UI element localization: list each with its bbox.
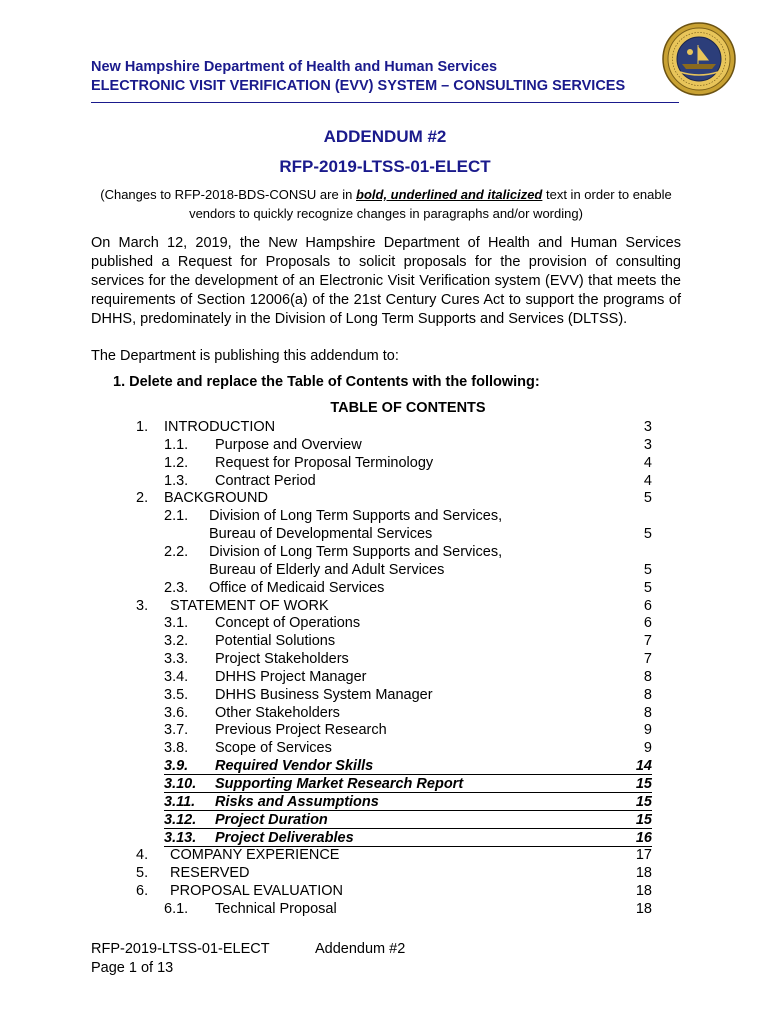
toc-page-number: 15 — [635, 811, 652, 828]
toc-number: 3.4. — [164, 668, 189, 685]
toc-page-number: 6 — [643, 597, 652, 614]
toc-page-number: 17 — [635, 847, 652, 864]
toc-label: INTRODUCTION — [164, 419, 276, 435]
changes-note-before: (Changes to RFP-2018-BDS-CONSU are in — [100, 187, 357, 202]
toc-label: Bureau of Elderly and Adult Services — [209, 561, 445, 578]
toc-number: 2.3. — [164, 579, 189, 596]
toc-page-number: 9 — [643, 740, 652, 757]
toc-label: PROPOSAL EVALUATION — [170, 883, 343, 900]
toc-label: DHHS Project Manager — [215, 668, 367, 685]
toc-label: Division of Long Term Supports and Services, — [209, 508, 503, 525]
toc-page-number: 9 — [643, 722, 652, 739]
intro-paragraph: On March 12, 2019, the New Hampshire Department of Health and Human Services published a Request for Proposals to solicit proposals for the provision of consulting services for the development of an Electronic Visit Verification system (EVV) that meets the requirements of Section 12006(a) of the 21st Century Cures Act to support the programs of DHHS, predominately in the Division of Long Term Supports and Services (DLTSS). — [91, 235, 681, 327]
toc-label: Project Stakeholders — [215, 651, 349, 668]
toc-page-number: 6 — [643, 615, 652, 632]
toc-row — [0, 900, 770, 918]
toc-row — [0, 454, 770, 472]
toc-page-number: 5 — [643, 490, 652, 507]
page-footer — [91, 940, 406, 978]
header-rule — [91, 102, 679, 103]
toc-label: Other Stakeholders — [215, 704, 340, 721]
toc-row — [0, 525, 770, 543]
toc-page-number: 5 — [643, 561, 652, 578]
toc-label: Project Deliverables — [215, 829, 354, 846]
toc-page-number: 8 — [643, 704, 652, 721]
toc-row — [0, 882, 770, 900]
toc-row — [0, 829, 770, 847]
toc-row — [0, 543, 770, 561]
toc-label: Contract Period — [215, 472, 316, 489]
toc-page-number: 3 — [643, 436, 652, 453]
toc-label: Supporting Market Research Report — [215, 776, 464, 792]
toc-number: 3.7. — [164, 722, 189, 739]
toc-row — [0, 632, 770, 650]
toc-row — [0, 597, 770, 615]
toc-number: 1.3. — [164, 472, 189, 489]
toc-page-number: 18 — [635, 865, 652, 882]
changes-note — [91, 185, 681, 223]
header-department: New Hampshire Department of Health and Human Services — [91, 59, 498, 75]
toc-number: 3.10. — [164, 776, 197, 792]
toc-number: 2.2. — [164, 543, 189, 560]
toc-label: STATEMENT OF WORK — [170, 597, 329, 614]
header-project: ELECTRONIC VISIT VERIFICATION (EVV) SYSTEM – CONSULTING SERVICES — [91, 78, 626, 94]
toc-page-number: 7 — [643, 651, 652, 668]
toc-row — [0, 811, 770, 829]
rfp-number-title: RFP-2019-LTSS-01-ELECT — [279, 157, 491, 176]
toc-row — [0, 561, 770, 579]
addendum-title: ADDENDUM #2 — [323, 127, 447, 146]
toc-label: Potential Solutions — [215, 633, 336, 650]
toc-number: 3.5. — [164, 686, 189, 703]
toc-row — [0, 864, 770, 882]
toc-number: 2.1. — [164, 508, 189, 525]
toc-page-number: 14 — [635, 758, 652, 775]
toc-page-number: 7 — [643, 633, 652, 650]
toc-number: 3.2. — [164, 633, 189, 650]
toc-page-number: 15 — [635, 776, 652, 792]
toc-number: 3.12. — [164, 811, 197, 828]
toc-number: 1.2. — [164, 454, 189, 471]
toc-page-number: 5 — [643, 526, 652, 543]
toc-number: 3.6. — [164, 704, 189, 721]
toc-number: 3.13. — [164, 829, 197, 846]
toc-row — [0, 650, 770, 668]
toc-row — [0, 793, 770, 811]
toc-row — [0, 668, 770, 686]
toc-page-number: 8 — [643, 686, 652, 703]
toc-row — [0, 775, 770, 793]
toc-number: 1.1. — [164, 436, 189, 453]
footer-addendum: Addendum #2 — [315, 941, 406, 957]
toc-number: 3.1. — [164, 615, 189, 632]
toc-row — [0, 757, 770, 775]
toc-row — [0, 704, 770, 722]
toc-label: Scope of Services — [215, 740, 332, 757]
toc-page-number: 16 — [635, 829, 652, 846]
toc-label: BACKGROUND — [164, 490, 268, 507]
document-header — [91, 58, 691, 103]
publishing-statement: The Department is publishing this addendum to: — [91, 348, 399, 364]
toc-number: 2. — [136, 490, 149, 507]
toc-row — [0, 579, 770, 597]
toc-page-number: 15 — [635, 793, 652, 810]
toc-row — [0, 721, 770, 739]
toc-number: 4. — [136, 847, 149, 864]
toc-row — [0, 739, 770, 757]
toc-page-number: 5 — [643, 579, 652, 596]
toc-label: Project Duration — [215, 811, 328, 828]
toc-label: Office of Medicaid Services — [209, 579, 385, 596]
toc-number: 6.1. — [164, 900, 189, 917]
toc-row — [0, 507, 770, 525]
toc-label: Risks and Assumptions — [215, 793, 379, 810]
changes-note-after: text in order to enable vendors to quickly recognize changes in paragraphs and/or wording) — [189, 187, 672, 221]
toc-page-number: 8 — [643, 668, 652, 685]
toc-label: Purpose and Overview — [215, 436, 362, 453]
toc-label: Bureau of Developmental Services — [209, 526, 433, 543]
toc-number: 1. — [136, 419, 149, 435]
instruction-item-1: 1. Delete and replace the Table of Contents with the following: — [113, 374, 540, 390]
toc-page-number: 18 — [635, 900, 652, 917]
toc-label: Concept of Operations — [215, 615, 361, 632]
toc-page-number: 4 — [643, 472, 652, 489]
toc-row — [0, 472, 770, 490]
toc-label: Request for Proposal Terminology — [215, 454, 434, 471]
toc-row — [0, 846, 770, 864]
toc-label: Required Vendor Skills — [215, 758, 374, 775]
toc-page-number: 18 — [635, 883, 652, 900]
changes-note-emphasis: bold, underlined and italicized — [356, 187, 543, 202]
toc-number: 3.8. — [164, 740, 189, 757]
toc-label: Division of Long Term Supports and Services, — [209, 543, 503, 560]
toc-number: 3.11. — [164, 793, 196, 810]
toc-row — [0, 489, 770, 507]
toc-number: 5. — [136, 865, 149, 882]
toc-number: 3.9. — [164, 758, 189, 775]
footer-page-number: Page 1 of 13 — [91, 960, 174, 976]
toc-label: Previous Project Research — [215, 722, 387, 739]
toc-row — [0, 686, 770, 704]
state-seal-icon — [662, 22, 736, 96]
toc-number: 3. — [136, 597, 149, 614]
toc-row — [0, 418, 770, 436]
toc-page-number: 4 — [643, 454, 652, 471]
footer-rfp-number: RFP-2019-LTSS-01-ELECT — [91, 941, 270, 957]
toc-row — [0, 614, 770, 632]
toc-label: DHHS Business System Manager — [215, 686, 433, 703]
toc-heading: TABLE OF CONTENTS — [330, 400, 486, 416]
toc-label: COMPANY EXPERIENCE — [170, 847, 340, 864]
toc-number: 3.3. — [164, 651, 189, 668]
toc-label: RESERVED — [170, 865, 250, 882]
toc-number: 6. — [136, 883, 149, 900]
toc-row — [0, 436, 770, 454]
toc-label: Technical Proposal — [215, 900, 337, 917]
toc-page-number: 3 — [643, 419, 652, 435]
